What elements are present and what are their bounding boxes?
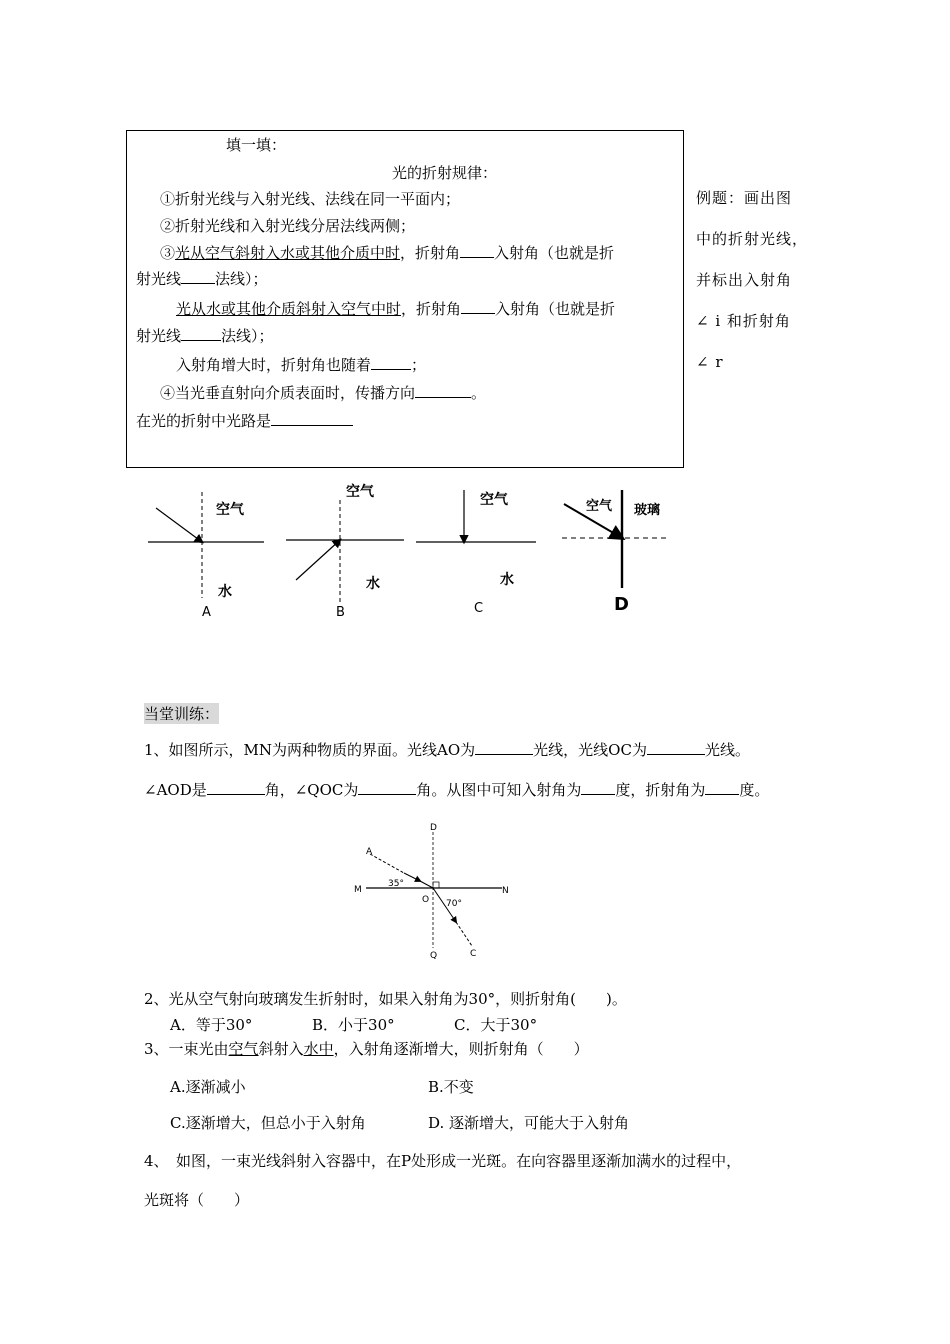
rule-3-text-b: 入射角（也就是折 [494, 244, 615, 262]
label-c: C [474, 601, 484, 616]
fig-angle-35: 35° [388, 879, 404, 889]
rule-3-line2 [136, 268, 268, 289]
q3-text-a: 3、一束光由 [144, 1040, 229, 1058]
rule-3-underlined: 光从空气斜射入水或其他介质中时 [175, 244, 401, 262]
q1-text-e: 角，∠QOC为 [264, 781, 359, 799]
q3-option-d: D. 逐渐增大，可能大于入射角 [428, 1114, 630, 1132]
diagram-c [416, 490, 536, 616]
q1-text-g: 度，折射角为 [615, 781, 706, 799]
question-1-line2 [144, 779, 769, 800]
q1-text-b: 光线，光线OC为 [533, 741, 647, 759]
fig-label-o: O [422, 895, 430, 905]
question-3 [144, 1038, 589, 1059]
light-path-text: 在光的折射中光路是 [136, 412, 272, 430]
rule-3b-underlined: 光从水或其他介质斜射入空气中时 [176, 300, 402, 318]
label-a: A [202, 605, 211, 620]
fill-subtitle: 光的折射规律： [392, 164, 498, 182]
blank[interactable] [415, 396, 471, 398]
rule-3c-text-a: 入射角增大时，折射角也随着 [176, 356, 372, 374]
rule-3b-text-a: ，折射角 [401, 300, 462, 318]
blank[interactable] [647, 753, 705, 755]
water-label: 水 [366, 576, 380, 592]
blank[interactable] [460, 256, 494, 258]
practice-heading: 当堂训练： [144, 705, 220, 723]
air-label: 空气 [480, 492, 508, 508]
fig-label-a: A [366, 847, 373, 857]
glass-label: 玻璃 [634, 503, 661, 518]
rule-3-text-d: 法线）； [215, 270, 268, 288]
rule-3-text-c: 射光线 [136, 270, 182, 288]
blank[interactable] [207, 793, 265, 795]
fig-label-q: Q [430, 951, 438, 961]
label-b: B [336, 605, 345, 620]
fig-label-m: M [354, 885, 362, 895]
q2-option-c: C．大于30° [454, 1016, 538, 1034]
rule-1: ①折射光线与入射光线、法线在同一平面内； [160, 190, 461, 208]
blank[interactable] [371, 368, 411, 370]
air-label: 空气 [586, 499, 613, 514]
rule-3-number: ③ [160, 244, 176, 262]
q1-text-d: ∠AOD是 [144, 781, 207, 799]
blank[interactable] [461, 312, 495, 314]
rule-3b-text-b: 入射角（也就是折 [495, 300, 616, 318]
q1-text-h: 度。 [739, 781, 770, 799]
question-2: 2、光从空气射向玻璃发生折射时，如果入射角为30°，则折射角( )。 [144, 990, 627, 1008]
q3-option-c: C.逐渐增大，但总小于入射角 [170, 1114, 366, 1132]
rule-3-text-a: ，折射角 [400, 244, 461, 262]
rule-4 [160, 382, 486, 403]
diagram-d [562, 490, 670, 615]
blank[interactable] [581, 793, 615, 795]
blank[interactable] [705, 793, 739, 795]
q1-figure [340, 818, 540, 968]
fig-label-c: C [470, 949, 477, 959]
blank[interactable] [181, 282, 215, 284]
question-1-line1 [144, 739, 750, 760]
q2-option-b: B．小于30° [312, 1016, 395, 1034]
rule-3b-text-d: 法线）； [221, 327, 274, 345]
air-label: 空气 [346, 484, 374, 500]
q3-underline-water: 水中 [303, 1040, 334, 1058]
blank[interactable] [271, 424, 353, 426]
q1-text-a: 1、如图所示，MN为两种物质的界面。光线AO为 [144, 741, 476, 759]
fig-label-n: N [502, 886, 509, 896]
refraction-diagrams [0, 470, 950, 630]
example-line: ∠ i 和折射角 [696, 312, 791, 330]
diagram-a [148, 492, 264, 620]
blank[interactable] [475, 753, 533, 755]
q3-underline-air: 空气 [228, 1040, 259, 1058]
q3-option-a: A.逐渐减小 [170, 1078, 246, 1096]
rule-3c-text-b: ； [411, 356, 427, 374]
example-text [696, 178, 808, 383]
water-label: 水 [218, 584, 232, 600]
rule-2: ②折射光线和入射光线分居法线两侧； [160, 217, 416, 235]
rule-4-text-b: 。 [471, 384, 487, 402]
q2-option-a: A．等于30° [170, 1016, 253, 1034]
rule-4-text-a: ④当光垂直射向介质表面时，传播方向 [160, 384, 416, 402]
rule-3-line1 [160, 242, 614, 263]
light-path [136, 410, 353, 431]
rule-3c [176, 354, 426, 375]
blank[interactable] [181, 339, 221, 341]
example-line: 中的折射光线， [696, 230, 809, 248]
q3-text-c: ，入射角逐渐增大，则折射角（ ） [333, 1040, 589, 1058]
q1-text-c: 光线。 [704, 741, 750, 759]
air-label: 空气 [216, 502, 244, 518]
example-line: ∠ r [696, 353, 724, 371]
rule-3b-line2 [136, 325, 274, 346]
q3-text-b: 斜射入 [258, 1040, 304, 1058]
example-line: 并标出入射角 [696, 271, 793, 289]
fig-label-d: D [430, 823, 437, 833]
diagram-b [286, 483, 404, 620]
example-line: 例题：画出图 [696, 189, 793, 207]
label-d: D [614, 594, 629, 615]
question-4-line2: 光斑将（ ） [144, 1191, 250, 1209]
question-4-line1: 4、 如图，一束光线斜射入容器中，在P处形成一光斑。在向容器里逐渐加满水的过程中， [144, 1152, 742, 1170]
water-label: 水 [500, 572, 514, 588]
rule-3b-line1 [176, 298, 615, 319]
rule-3b-text-c: 射光线 [136, 327, 182, 345]
blank[interactable] [358, 793, 416, 795]
q3-option-b: B.不变 [428, 1078, 474, 1096]
fig-angle-70: 70° [446, 899, 462, 909]
q1-text-f: 角。从图中可知入射角为 [416, 781, 582, 799]
fill-heading: 填一填： [226, 136, 287, 154]
